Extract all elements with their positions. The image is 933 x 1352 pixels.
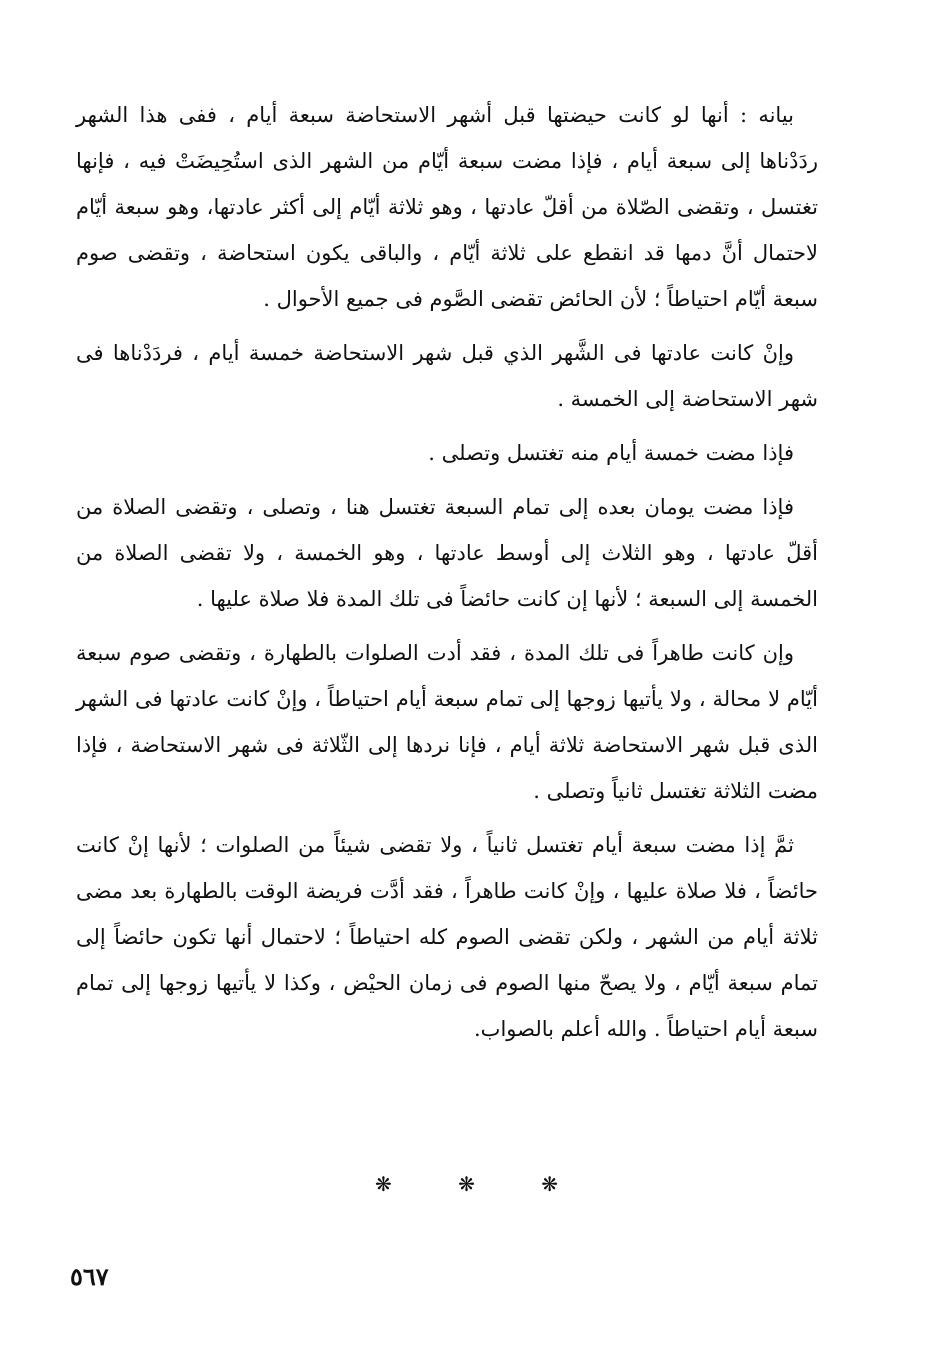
star-ornament: ❋	[374, 1172, 392, 1196]
paragraph: فإذا مضت خمسة أيام منه تغتسل وتصلى .	[428, 441, 794, 465]
paragraph: بيانه : أنها لو كانت حيضتها قبل أشهر الاستحاضة سبعة أيام ، ففى هذا الشهر ردَدْناها إلى سبعة أيام ، فإذا مضت سبعة أيّام من الشهر الذى استُحِيضَتْ فيه ، فإنها تغتسل ، وتقضى الصّلاة من أقلّ عادتها ، وهو ثلاثة أيّام إلى أكثر عادتها، وهو سبعة أيّام لاحتمال أنَّ دمها قد انقطع على ثلاثة أيّام ، والباقى يكون استحاضة ، وتقضى صوم سبعة أيّام احتياطاً ؛ لأن الحائض تقضى الصَّوم فى جميع الأحوال .	[76, 103, 818, 311]
paragraph: ثمَّ إذا مضت سبعة أيام تغتسل ثانياً ، ولا تقضى شيئاً من الصلوات ؛ لأنها إنْ كانت حائضاً ، فلا صلاة عليها ، وإنْ كانت طاهراً ، فقد أدَّت فريضة الوقت بالطهارة بعد مضى ثلاثة أيام من الشهر ، ولكن تقضى الصوم كله احتياطاً ؛ لاحتمال أنها تكون حائضاً إلى تمام سبعة أيّام ، ولا يصحّ منها الصوم فى زمان الحيْض ، وكذا لا يأتيها زوجها إلى تمام سبعة أيام احتياطاً . والله أعلم بالصواب.	[76, 833, 818, 1041]
page-number: ٥٦٧	[70, 1262, 109, 1291]
paragraph: وإنْ كانت عادتها فى الشَّهر الذي قبل شهر الاستحاضة خمسة أيام ، فردَدْناها فى شهر الاستحاضة إلى الخمسة .	[76, 341, 818, 411]
star-ornament: ❋	[541, 1172, 558, 1196]
section-separator	[0, 1172, 933, 1196]
body-text	[76, 92, 818, 1052]
paragraph: فإذا مضت يومان بعده إلى تمام السبعة تغتسل هنا ، وتصلى ، وتقضى الصلاة من أقلّ عادتها ، وهو الثلاث إلى أوسط عادتها ، وهو الخمسة ، ولا تقضى الصلاة من الخمسة إلى السبعة ؛ لأنها إن كانت حائضاً فى تلك المدة فلا صلاة عليها .	[76, 495, 818, 611]
star-ornament: ❋	[458, 1172, 475, 1196]
paragraph: وإن كانت طاهراً فى تلك المدة ، فقد أدت الصلوات بالطهارة ، وتقضى صوم سبعة أيّام لا محالة ، ولا يأتيها زوجها إلى تمام سبعة أيام احتياطاً ، وإنْ كانت عادتها فى الشهر الذى قبل شهر الاستحاضة ثلاثة أيام ، فإنا نردها إلى الثّلاثة فى شهر الاستحاضة ، فإذا مضت الثلاثة تغتسل ثانياً وتصلى .	[76, 641, 818, 803]
